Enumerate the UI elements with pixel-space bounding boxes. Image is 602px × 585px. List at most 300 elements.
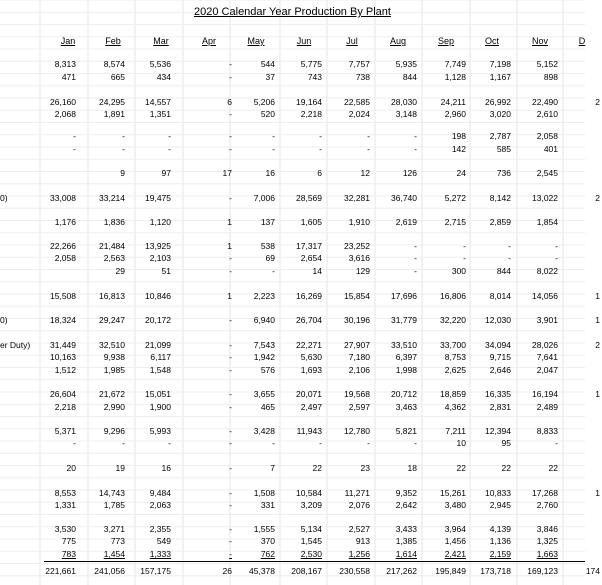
sheet-title: 2020 Calendar Year Production By Plant: [194, 6, 391, 18]
value-cell: -: [272, 131, 275, 141]
value-cell: 2,990: [103, 402, 125, 412]
value-cell: 5,821: [395, 426, 417, 436]
value-cell: -: [272, 266, 275, 276]
value-cell: 10: [456, 438, 466, 448]
value-cell: 3,433: [395, 524, 417, 534]
value-cell: 1: [227, 291, 232, 301]
value-cell: -: [168, 144, 171, 154]
value-cell: 22,266: [50, 241, 76, 251]
value-cell: 576: [260, 365, 275, 375]
value-cell: 471: [61, 72, 76, 82]
value-cell: 8,553: [54, 488, 76, 498]
value-cell: 22: [548, 463, 558, 473]
value-cell: 9,938: [103, 352, 125, 362]
value-cell: 1,325: [536, 536, 558, 546]
value-cell: 2,563: [103, 253, 125, 263]
value-cell: 1,176: [54, 217, 76, 227]
value-cell: 434: [156, 72, 171, 82]
value-cell: -: [319, 144, 322, 154]
row-label: 0): [0, 193, 8, 203]
month-header-jul: Jul: [346, 36, 358, 46]
value-cell: 1,663: [536, 549, 558, 559]
total-cell: 174: [585, 566, 600, 576]
value-cell: 16,813: [99, 291, 125, 301]
value-cell: 15,261: [440, 488, 466, 498]
value-cell: 14: [312, 266, 322, 276]
value-cell: 8,833: [536, 426, 558, 436]
value-cell: 26,604: [50, 389, 76, 399]
value-cell: 23: [360, 463, 370, 473]
value-cell: -: [122, 438, 125, 448]
value-cell: 2: [595, 340, 600, 350]
value-cell: 773: [110, 536, 125, 546]
value-cell: 5,993: [149, 426, 171, 436]
value-cell: 1,605: [300, 217, 322, 227]
value-cell: 3,964: [444, 524, 466, 534]
value-cell: 2,760: [536, 500, 558, 510]
value-cell: 3,271: [103, 524, 125, 534]
value-cell: 19,475: [145, 193, 171, 203]
value-cell: 6: [317, 168, 322, 178]
value-cell: 22,490: [532, 97, 558, 107]
value-cell: 21,672: [99, 389, 125, 399]
value-cell: 16,335: [485, 389, 511, 399]
value-cell: 17,268: [532, 488, 558, 498]
value-cell: -: [229, 352, 232, 362]
value-cell: -: [508, 241, 511, 251]
value-cell: -: [414, 266, 417, 276]
month-header-sep: Sep: [437, 36, 454, 46]
value-cell: 13,022: [532, 193, 558, 203]
value-cell: 2,218: [300, 109, 322, 119]
value-cell: 3,530: [54, 524, 76, 534]
value-cell: -: [229, 340, 232, 350]
value-cell: 3,655: [253, 389, 275, 399]
value-cell: 32,281: [344, 193, 370, 203]
value-cell: 9: [120, 168, 125, 178]
month-header-apr: Apr: [201, 36, 216, 46]
total-cell: 217,262: [386, 566, 417, 576]
total-cell: 157,175: [140, 566, 171, 576]
value-cell: 8,022: [536, 266, 558, 276]
value-cell: 30,196: [344, 315, 370, 325]
value-cell: 2,527: [348, 524, 370, 534]
value-cell: 2,047: [536, 365, 558, 375]
value-cell: 2,715: [444, 217, 466, 227]
total-cell: 195,849: [435, 566, 466, 576]
total-cell: 26: [222, 566, 232, 576]
value-cell: 2,945: [489, 500, 511, 510]
value-cell: 22: [501, 463, 511, 473]
value-cell: 6,940: [253, 315, 275, 325]
value-cell: 6,397: [395, 352, 417, 362]
value-cell: 1,333: [149, 549, 171, 559]
value-cell: 401: [543, 144, 558, 154]
value-cell: 1,614: [395, 549, 417, 559]
value-cell: 7,211: [445, 426, 466, 436]
value-cell: 2: [595, 97, 600, 107]
value-cell: -: [229, 488, 232, 498]
value-cell: 33,700: [440, 340, 466, 350]
value-cell: 1,891: [103, 109, 125, 119]
value-cell: 331: [260, 500, 275, 510]
value-cell: 33,008: [50, 193, 76, 203]
value-cell: 538: [260, 241, 275, 251]
value-cell: 97: [161, 168, 171, 178]
value-cell: 129: [355, 266, 370, 276]
month-header-oct: Oct: [484, 36, 499, 46]
value-cell: 2: [595, 193, 600, 203]
value-cell: -: [272, 438, 275, 448]
value-cell: 1,785: [103, 500, 125, 510]
value-cell: 1,693: [300, 365, 322, 375]
value-cell: 300: [451, 266, 466, 276]
value-cell: 33,214: [99, 193, 125, 203]
value-cell: 198: [451, 131, 466, 141]
value-cell: 465: [260, 402, 275, 412]
value-cell: 2,960: [444, 109, 466, 119]
value-cell: 29,247: [99, 315, 125, 325]
value-cell: 1,854: [536, 217, 558, 227]
value-cell: 2,859: [489, 217, 511, 227]
value-cell: 24,211: [440, 97, 466, 107]
value-cell: 28,030: [391, 97, 417, 107]
value-cell: 4,362: [444, 402, 466, 412]
value-cell: 898: [543, 72, 558, 82]
value-cell: -: [73, 131, 76, 141]
value-cell: 1,454: [103, 549, 125, 559]
value-cell: 8,313: [54, 59, 76, 69]
value-cell: 51: [161, 266, 171, 276]
total-cell: 173,718: [480, 566, 511, 576]
value-cell: -: [463, 253, 466, 263]
value-cell: 10,846: [145, 291, 171, 301]
value-cell: 3,463: [395, 402, 417, 412]
value-cell: 20,712: [391, 389, 417, 399]
value-cell: -: [463, 241, 466, 251]
value-cell: 2,024: [348, 109, 370, 119]
value-cell: -: [414, 144, 417, 154]
value-cell: 8,014: [489, 291, 511, 301]
value-cell: 1: [595, 488, 600, 498]
value-cell: 28,026: [532, 340, 558, 350]
value-cell: 3,209: [300, 500, 322, 510]
value-cell: 8,142: [489, 193, 511, 203]
value-cell: 16,194: [532, 389, 558, 399]
value-cell: 5,371: [54, 426, 76, 436]
value-cell: 16: [161, 463, 171, 473]
value-cell: 10,833: [485, 488, 511, 498]
value-cell: 2,058: [536, 131, 558, 141]
value-cell: 2,625: [444, 365, 466, 375]
value-cell: -: [229, 59, 232, 69]
value-cell: 5,206: [253, 97, 275, 107]
value-cell: 31,449: [50, 340, 76, 350]
value-cell: -: [229, 365, 232, 375]
value-cell: 2,355: [149, 524, 171, 534]
total-cell: 169,123: [527, 566, 558, 576]
value-cell: 2,642: [395, 500, 417, 510]
value-cell: 1,456: [444, 536, 466, 546]
row-label: 0): [0, 315, 8, 325]
value-cell: -: [229, 315, 232, 325]
value-cell: 12,030: [485, 315, 511, 325]
value-cell: 1: [595, 315, 600, 325]
value-cell: 20,172: [145, 315, 171, 325]
value-cell: 2,497: [300, 402, 322, 412]
value-cell: 24: [456, 168, 466, 178]
value-cell: 370: [260, 536, 275, 546]
month-header-jan: Jan: [60, 36, 76, 46]
value-cell: 3,616: [348, 253, 370, 263]
value-cell: 24,295: [99, 97, 125, 107]
value-cell: -: [414, 131, 417, 141]
value-cell: 22: [312, 463, 322, 473]
value-cell: 1,910: [348, 217, 370, 227]
value-cell: 6,117: [150, 352, 171, 362]
value-cell: -: [508, 253, 511, 263]
value-cell: -: [555, 241, 558, 251]
value-cell: 37: [265, 72, 275, 82]
value-cell: 1: [227, 241, 232, 251]
value-cell: 1,548: [149, 365, 171, 375]
value-cell: 29: [115, 266, 125, 276]
value-cell: 5,134: [300, 524, 322, 534]
value-cell: 2,787: [489, 131, 511, 141]
value-cell: 5,630: [300, 352, 322, 362]
value-cell: 2,218: [54, 402, 76, 412]
value-cell: -: [229, 72, 232, 82]
value-cell: -: [229, 109, 232, 119]
value-cell: -: [367, 438, 370, 448]
value-cell: 20,071: [296, 389, 322, 399]
value-cell: 69: [265, 253, 275, 263]
value-cell: 19,568: [344, 389, 370, 399]
value-cell: 1,120: [149, 217, 171, 227]
value-cell: 738: [355, 72, 370, 82]
value-cell: 22: [456, 463, 466, 473]
value-cell: 665: [110, 72, 125, 82]
total-cell: 221,661: [45, 566, 76, 576]
value-cell: 3,901: [536, 315, 558, 325]
value-cell: 775: [61, 536, 76, 546]
value-cell: -: [229, 402, 232, 412]
row-label: er Duty): [0, 340, 31, 350]
value-cell: 33,510: [391, 340, 417, 350]
month-header-nov: Nov: [531, 36, 548, 46]
value-cell: 10,163: [50, 352, 76, 362]
value-cell: 1,256: [348, 549, 370, 559]
value-cell: 783: [61, 549, 76, 559]
value-cell: 36,740: [391, 193, 417, 203]
value-cell: 2,597: [348, 402, 370, 412]
value-cell: 2,421: [444, 549, 466, 559]
value-cell: 17,696: [391, 291, 417, 301]
value-cell: 1,836: [103, 217, 125, 227]
value-cell: 1,942: [253, 352, 275, 362]
value-cell: -: [229, 144, 232, 154]
value-cell: -: [367, 131, 370, 141]
value-cell: -: [272, 144, 275, 154]
value-cell: 18: [407, 463, 417, 473]
value-cell: 8,753: [444, 352, 466, 362]
value-cell: 2,646: [489, 365, 511, 375]
value-cell: -: [555, 438, 558, 448]
value-cell: 520: [260, 109, 275, 119]
value-cell: 10,584: [296, 488, 322, 498]
value-cell: 142: [451, 144, 466, 154]
value-cell: -: [319, 438, 322, 448]
value-cell: 11,271: [344, 488, 370, 498]
value-cell: 7,641: [536, 352, 558, 362]
value-cell: 3,020: [489, 109, 511, 119]
value-cell: 2,159: [489, 549, 511, 559]
value-cell: 1: [595, 291, 600, 301]
total-cell: 208,167: [291, 566, 322, 576]
value-cell: 2,610: [536, 109, 558, 119]
total-cell: 241,056: [94, 566, 125, 576]
value-cell: 2,076: [348, 500, 370, 510]
value-cell: 12,780: [344, 426, 370, 436]
total-rule: [44, 561, 585, 562]
value-cell: 3,480: [444, 500, 466, 510]
month-header-mar: Mar: [153, 36, 169, 46]
value-cell: 22,271: [296, 340, 322, 350]
value-cell: 1,555: [253, 524, 275, 534]
value-cell: 844: [402, 72, 417, 82]
value-cell: 736: [496, 168, 511, 178]
value-cell: 3,846: [536, 524, 558, 534]
value-cell: 585: [496, 144, 511, 154]
value-cell: 2,106: [348, 365, 370, 375]
month-header-feb: Feb: [105, 36, 121, 46]
value-cell: -: [229, 463, 232, 473]
value-cell: 15,854: [344, 291, 370, 301]
value-cell: 5,536: [149, 59, 171, 69]
value-cell: 6: [227, 97, 232, 107]
value-cell: 7,757: [348, 59, 370, 69]
total-cell: 230,558: [339, 566, 370, 576]
value-cell: 26,160: [50, 97, 76, 107]
value-cell: 2,058: [54, 253, 76, 263]
value-cell: 9,484: [149, 488, 171, 498]
value-cell: -: [229, 536, 232, 546]
value-cell: 1,385: [395, 536, 417, 546]
value-cell: 7,543: [253, 340, 275, 350]
value-cell: 22,585: [344, 97, 370, 107]
value-cell: -: [414, 241, 417, 251]
value-cell: 1,331: [54, 500, 76, 510]
value-cell: 5,935: [395, 59, 417, 69]
value-cell: -: [414, 253, 417, 263]
value-cell: 9,715: [489, 352, 511, 362]
value-cell: 1: [227, 217, 232, 227]
month-header-aug: Aug: [389, 36, 406, 46]
value-cell: 1,508: [253, 488, 275, 498]
value-cell: 1: [595, 389, 600, 399]
value-cell: 1,985: [103, 365, 125, 375]
value-cell: -: [229, 549, 232, 559]
value-cell: -: [319, 131, 322, 141]
value-cell: 1,351: [149, 109, 171, 119]
value-cell: 31,779: [391, 315, 417, 325]
month-header-may: May: [247, 36, 265, 46]
value-cell: 2,489: [536, 402, 558, 412]
value-cell: -: [168, 438, 171, 448]
value-cell: 16,806: [440, 291, 466, 301]
value-cell: -: [122, 144, 125, 154]
value-cell: 12: [360, 168, 370, 178]
value-cell: 2,223: [253, 291, 275, 301]
value-cell: 26,704: [296, 315, 322, 325]
value-cell: 12,394: [485, 426, 511, 436]
value-cell: 5,152: [536, 59, 558, 69]
value-cell: 17: [222, 168, 232, 178]
value-cell: 762: [260, 549, 275, 559]
value-cell: 2,619: [395, 217, 417, 227]
value-cell: 14,743: [99, 488, 125, 498]
value-cell: 9,296: [103, 426, 125, 436]
value-cell: 34,094: [485, 340, 511, 350]
value-cell: 844: [496, 266, 511, 276]
value-cell: -: [229, 426, 232, 436]
value-cell: 4,139: [489, 524, 511, 534]
value-cell: 549: [156, 536, 171, 546]
value-cell: 28,569: [296, 193, 322, 203]
value-cell: 1,512: [54, 365, 76, 375]
value-cell: 913: [355, 536, 370, 546]
total-cell: 45,378: [249, 566, 275, 576]
value-cell: -: [122, 131, 125, 141]
value-cell: 32,510: [99, 340, 125, 350]
value-cell: 17,317: [296, 241, 322, 251]
value-cell: 8,574: [103, 59, 125, 69]
value-cell: 3,148: [395, 109, 417, 119]
value-cell: 5,272: [444, 193, 466, 203]
value-cell: 95: [501, 438, 511, 448]
value-cell: 1,128: [444, 72, 466, 82]
value-cell: -: [229, 266, 232, 276]
value-cell: 14,557: [145, 97, 171, 107]
value-cell: 11,943: [296, 426, 322, 436]
value-cell: 1,900: [149, 402, 171, 412]
value-cell: 2,831: [489, 402, 511, 412]
value-cell: -: [229, 131, 232, 141]
value-cell: 7,198: [489, 59, 511, 69]
value-cell: 14,056: [532, 291, 558, 301]
value-cell: 126: [402, 168, 417, 178]
value-cell: 3,428: [253, 426, 275, 436]
value-cell: -: [229, 500, 232, 510]
value-cell: 18,859: [440, 389, 466, 399]
value-cell: 7,006: [253, 193, 275, 203]
value-cell: 9,352: [395, 488, 417, 498]
value-cell: 20: [66, 463, 76, 473]
value-cell: 1,545: [300, 536, 322, 546]
value-cell: 137: [260, 217, 275, 227]
value-cell: 1,998: [395, 365, 417, 375]
value-cell: 16: [265, 168, 275, 178]
value-cell: 7,180: [348, 352, 370, 362]
value-cell: 32,220: [440, 315, 466, 325]
value-cell: 21,484: [99, 241, 125, 251]
value-cell: 15,051: [145, 389, 171, 399]
value-cell: 2,545: [536, 168, 558, 178]
value-cell: 26,992: [485, 97, 511, 107]
value-cell: -: [229, 253, 232, 263]
value-cell: -: [73, 144, 76, 154]
month-header-jun: Jun: [296, 36, 312, 46]
